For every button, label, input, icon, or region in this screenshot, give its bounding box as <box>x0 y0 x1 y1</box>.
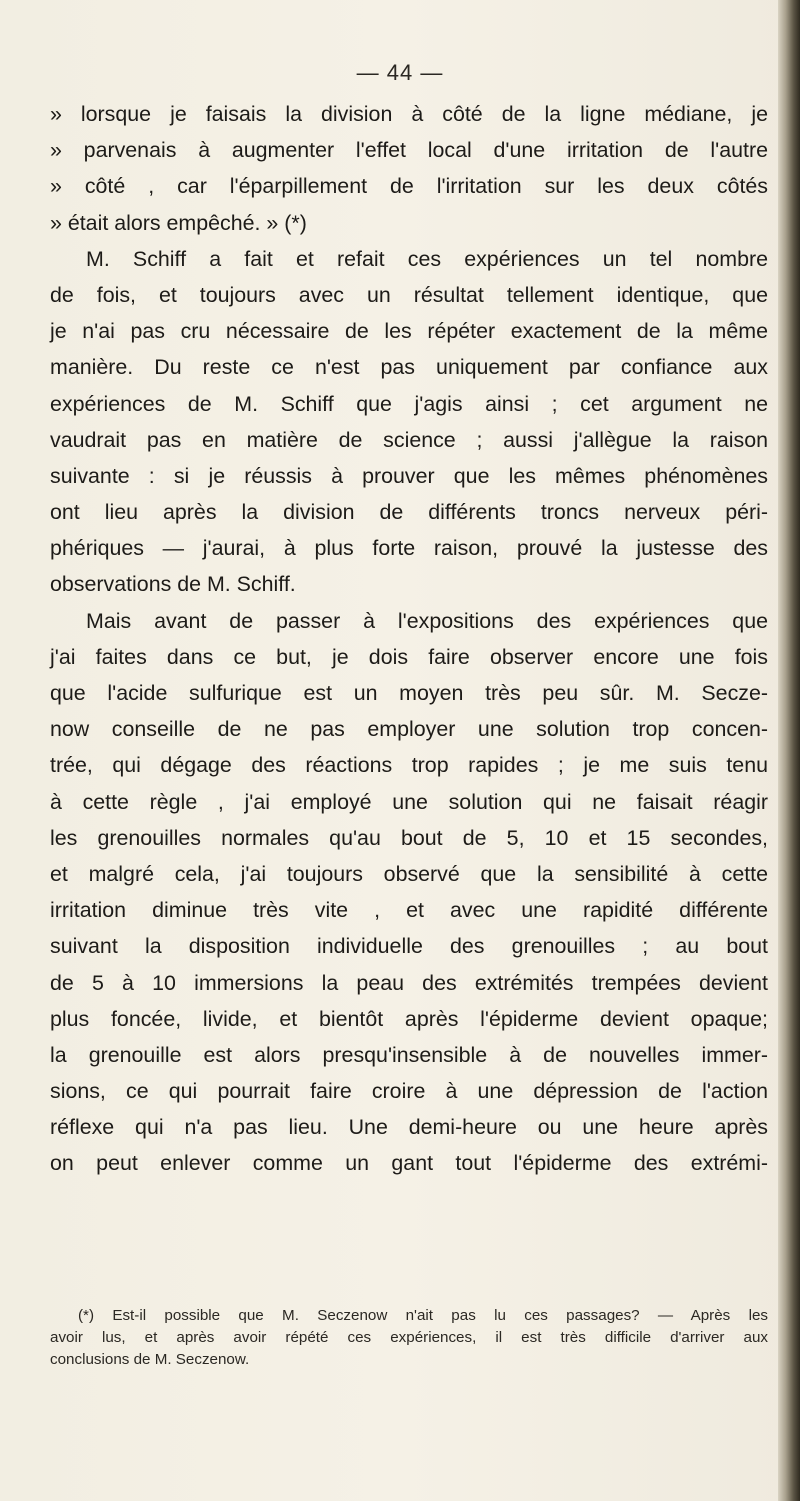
text-line: je n'ai pas cru nécessaire de les répéter exactement de la même <box>50 319 768 344</box>
body-text <box>50 96 768 1182</box>
text-line: Mais avant de passer à l'expositions des expériences que <box>86 608 768 633</box>
text-line: irritation diminue très vite , et avec une rapidité différente <box>50 898 768 923</box>
text-line: réflexe qui n'a pas lieu. Une demi-heure ou une heure après <box>50 1115 768 1140</box>
text-line: et malgré cela, j'ai toujours observé que la sensibilité à cette <box>50 861 768 886</box>
text-line: expériences de M. Schiff que j'agis ainsi ; cet argument ne <box>50 391 768 416</box>
text-line: now conseille de ne pas employer une solution trop concen- <box>50 717 768 742</box>
text-line: suivante : si je réussis à prouver que les mêmes phénomènes <box>50 463 768 488</box>
text-line: observations de M. Schiff. <box>50 572 296 597</box>
book-binding-edge <box>778 0 800 1501</box>
page-number: — 44 — <box>356 60 444 85</box>
text-line: que l'acide sulfurique est un moyen très peu sûr. M. Secze- <box>50 681 768 705</box>
text-line: plus foncée, livide, et bientôt après l'épiderme devient opaque; <box>50 1006 768 1031</box>
text-line: trée, qui dégage des réactions trop rapides ; je me suis tenu <box>50 753 768 778</box>
text-line: de fois, et toujours avec un résultat tellement identique, que <box>50 282 768 307</box>
footnote-line: avoir lus, et après avoir répété ces expériences, il est très difficile d'arriver aux <box>50 1329 768 1346</box>
text-line: j'ai faites dans ce but, je dois faire observer encore une fois <box>50 644 768 669</box>
text-line: manière. Du reste ce n'est pas uniquement par confiance aux <box>50 355 768 380</box>
footnote-line: (*) Est-il possible que M. Seczenow n'ait pas lu ces passages? — Après les <box>78 1307 768 1324</box>
text-line: on peut enlever comme un gant tout l'épiderme des extrémi- <box>50 1151 768 1176</box>
text-line: la grenouille est alors presqu'insensible à de nouvelles immer- <box>50 1042 768 1067</box>
footnote <box>50 1305 768 1371</box>
text-line: » lorsque je faisais la division à côté de la ligne médiane, je <box>50 102 768 126</box>
text-line: à cette règle , j'ai employé une solution qui ne faisait réagir <box>50 789 768 814</box>
text-line: les grenouilles normales qu'au bout de 5, 10 et 15 secondes, <box>50 825 768 850</box>
text-line: phériques — j'aurai, à plus forte raison, prouvé la justesse des <box>50 536 768 561</box>
text-line: » côté , car l'éparpillement de l'irritation sur les deux côtés <box>50 174 768 199</box>
text-line: ont lieu après la division de différents troncs nerveux péri- <box>50 500 768 525</box>
text-line: » parvenais à augmenter l'effet local d'une irritation de l'autre <box>50 138 768 163</box>
text-line: de 5 à 10 immersions la peau des extrémités trempées devient <box>50 970 768 995</box>
footnote-line: conclusions de M. Seczenow. <box>50 1351 250 1368</box>
text-line: suivant la disposition individuelle des grenouilles ; au bout <box>50 934 768 959</box>
text-line: vaudrait pas en matière de science ; aussi j'allègue la raison <box>50 427 768 452</box>
text-line: sions, ce qui pourrait faire croire à une dépression de l'action <box>50 1079 768 1104</box>
text-line: M. Schiff a fait et refait ces expériences un tel nombre <box>86 246 768 271</box>
text-line: » était alors empêché. » (*) <box>50 210 307 235</box>
